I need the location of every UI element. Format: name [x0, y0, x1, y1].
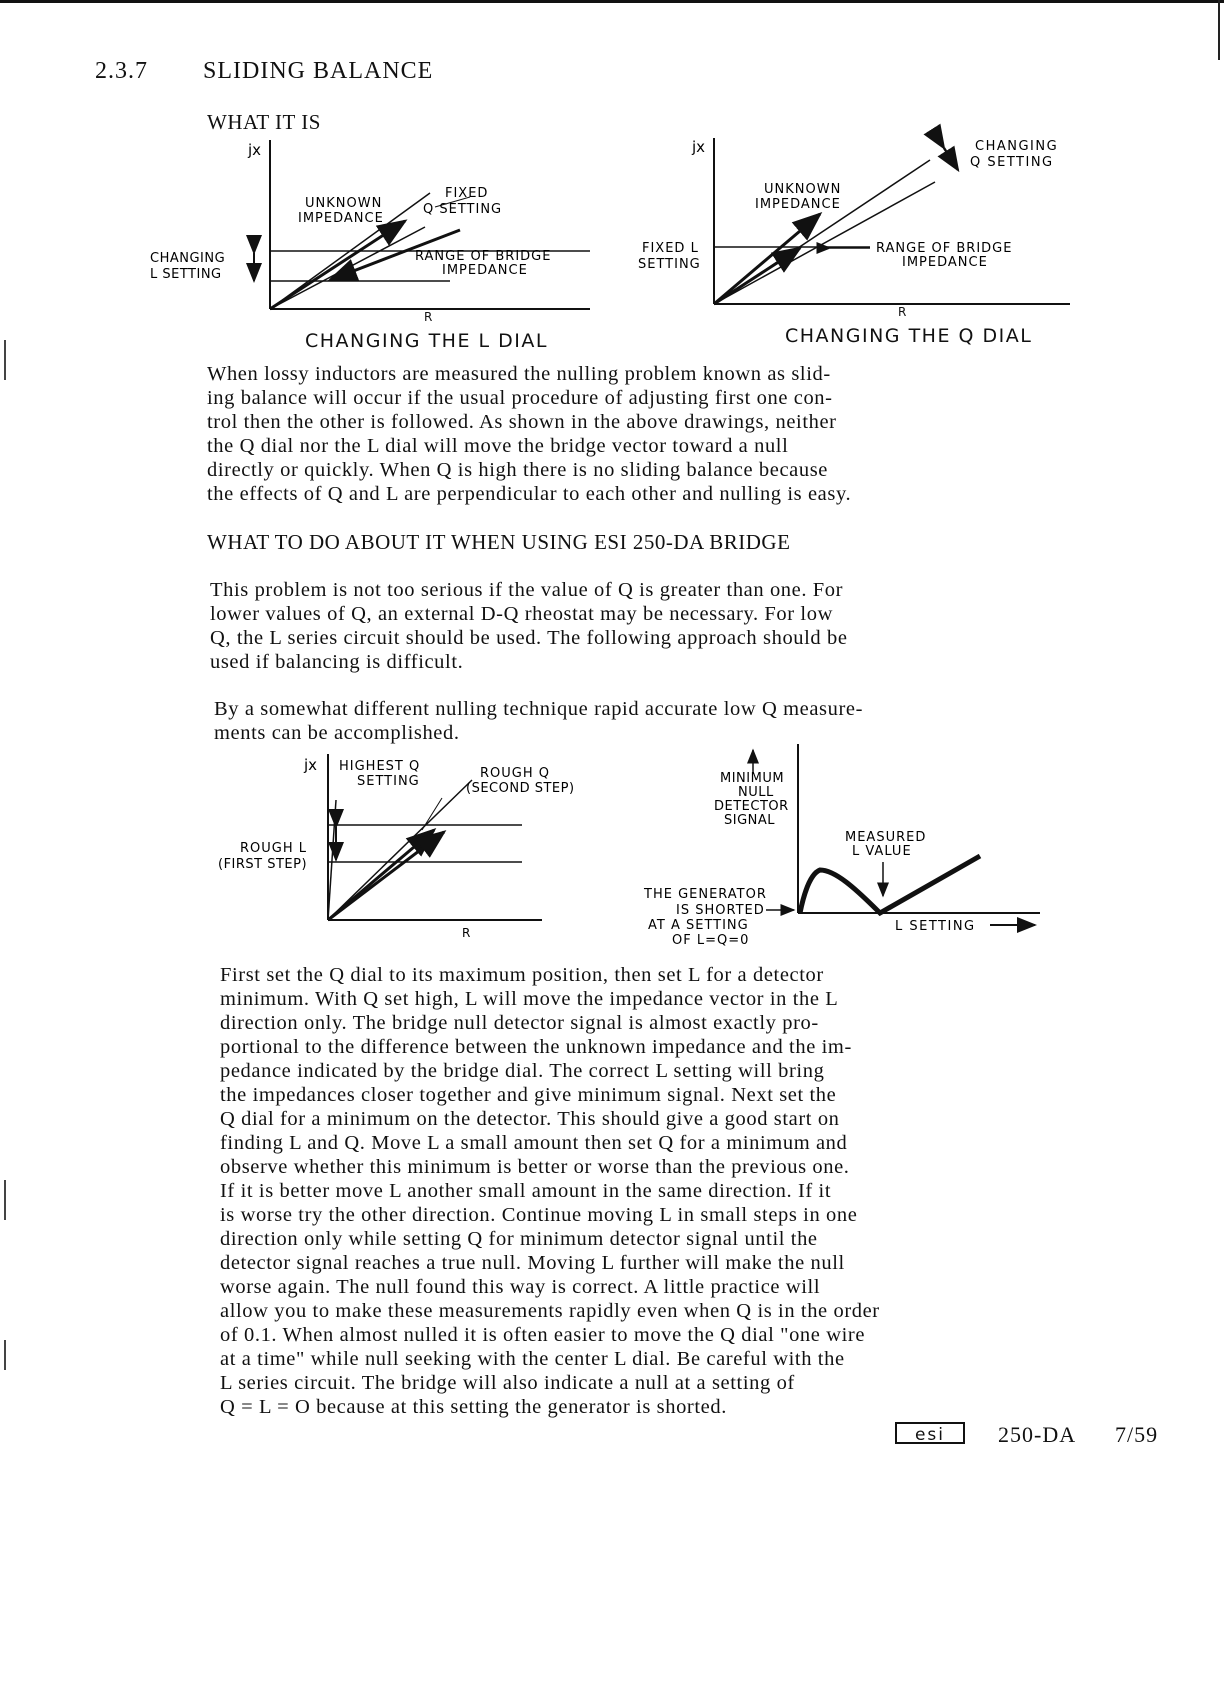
text-line: portional to the difference between the unknown impedance and the im-: [220, 1036, 852, 1058]
text-line: Q dial for a minimum on the detector. This should give a good start on: [220, 1108, 840, 1130]
text-line: allow you to make these measurements rapidly even when Q is in the order: [220, 1300, 880, 1322]
generator-label: THE GENERATOR: [644, 887, 767, 902]
range-bridge-label: RANGE OF BRIDGE: [876, 241, 1013, 256]
text-line: trol then the other is followed. As shown in the above drawings, neither: [207, 411, 837, 433]
left-margin-mark: [4, 1340, 6, 1370]
range-bridge-label: RANGE OF BRIDGE: [415, 249, 552, 264]
text-line: used if balancing is difficult.: [210, 651, 464, 673]
text-line: By a somewhat different nulling technique rapid accurate low Q measure-: [214, 698, 864, 720]
fig2-r-label: R: [898, 305, 907, 319]
right-edge-mark: [1218, 0, 1220, 60]
min-null-label-4: SIGNAL: [724, 813, 776, 828]
text-line: First set the Q dial to its maximum position, then set L for a detector: [220, 964, 824, 986]
subheading-what-to-do: WHAT TO DO ABOUT IT WHEN USING ESI 250-DA BRIDGE: [207, 530, 791, 554]
footer-model: 250-DA: [998, 1422, 1077, 1447]
rough-l-label: ROUGH L: [240, 841, 308, 856]
paragraph-what-to-do: [210, 578, 848, 674]
top-border-line: [0, 0, 1224, 3]
unknown-impedance-vector: [270, 221, 405, 309]
subheading-what-it-is: WHAT IT IS: [207, 110, 321, 134]
measured-l-label: MEASURED: [845, 830, 927, 845]
text-line: pedance indicated by the bridge dial. The correct L setting will bring: [220, 1060, 825, 1082]
text-line: the effects of Q and L are perpendicular to each other and nulling is easy.: [207, 483, 852, 505]
figure-changing-l-dial: [150, 135, 600, 305]
text-line: Q, the L series circuit should be used. The following approach should be: [210, 627, 848, 649]
esi-logo: esi: [895, 1422, 965, 1444]
text-line: directly or quickly. When Q is high there is no sliding balance because: [207, 459, 828, 481]
min-null-label-2: NULL: [738, 785, 774, 800]
section-number: 2.3.7: [95, 58, 148, 84]
text-line: detector signal reaches a true null. Moving L further will make the null: [220, 1252, 845, 1274]
text-line: L series circuit. The bridge will also indicate a null at a setting of: [220, 1372, 795, 1394]
text-line: ing balance will occur if the usual procedure of adjusting first one con-: [207, 387, 833, 409]
jx-label: jx: [304, 756, 318, 774]
generator-label-3: AT A SETTING: [648, 918, 749, 933]
paragraph-sliding-balance: [207, 362, 851, 506]
text-line: This problem is not too serious if the value of Q is greater than one. For: [210, 579, 844, 601]
changing-q-label: CHANGING: [975, 139, 1059, 154]
jx-label: jx: [248, 141, 262, 159]
range-bridge-label-2: IMPEDANCE: [902, 255, 988, 270]
highest-q-label: HIGHEST Q: [339, 759, 421, 774]
l-setting-label: L SETTING: [895, 919, 976, 934]
unknown-impedance-label-2: IMPEDANCE: [298, 211, 384, 226]
unknown-impedance-vector: [714, 214, 820, 304]
min-null-label-3: DETECTOR: [714, 799, 789, 814]
range-bridge-label-2: IMPEDANCE: [442, 263, 528, 278]
left-margin-mark: [4, 1180, 6, 1220]
vector-arrow-lower: [328, 832, 444, 920]
fixed-l-label: FIXED L: [642, 241, 699, 256]
rough-q-label-2: (SECOND STEP): [466, 781, 575, 796]
fixed-q-label-2: Q SETTING: [423, 202, 503, 217]
signal-curve: [800, 856, 980, 913]
changing-q-label-2: Q SETTING: [970, 155, 1054, 170]
fixed-q-label: FIXED: [445, 186, 489, 201]
section-heading: [95, 58, 433, 85]
rough-l-label-2: (FIRST STEP): [218, 857, 308, 872]
fixed-l-label-2: SETTING: [638, 257, 701, 272]
text-line: of 0.1. When almost nulled it is often easier to move the Q dial "one wire: [220, 1324, 866, 1346]
changing-l-label: CHANGING: [150, 251, 226, 266]
text-line: observe whether this minimum is better or worse than the previous one.: [220, 1156, 850, 1178]
unknown-impedance-label: UNKNOWN: [764, 182, 842, 197]
fixed-q-line: [270, 227, 425, 309]
min-null-label: MINIMUM: [720, 771, 785, 786]
changing-l-label-2: L SETTING: [150, 267, 222, 282]
text-line: direction only while setting Q for minimum detector signal until the: [220, 1228, 818, 1250]
footer-date: 7/59: [1115, 1422, 1159, 1447]
text-line: lower values of Q, an external D-Q rheostat may be necessary. For low: [210, 603, 833, 625]
generator-label-2: IS SHORTED: [676, 903, 765, 918]
text-line: finding L and Q. Move L a small amount then set Q for a minimum and: [220, 1132, 848, 1154]
text-line: minimum. With Q set high, L will move the impedance vector in the L: [220, 988, 839, 1010]
text-line: worse again. The null found this way is correct. A little practice will: [220, 1276, 821, 1298]
text-line: direction only. The bridge null detector signal is almost exactly pro-: [220, 1012, 819, 1034]
unknown-impedance-label-2: IMPEDANCE: [755, 197, 841, 212]
rough-q-line: [328, 780, 472, 920]
jx-label: jx: [692, 138, 706, 156]
fig1-caption: CHANGING THE L DIAL: [305, 330, 548, 352]
section-title: SLIDING BALANCE: [203, 58, 434, 84]
changing-q-arrow: [944, 148, 958, 170]
left-margin-mark: [4, 340, 6, 380]
measured-l-label-2: L VALUE: [852, 844, 912, 859]
text-line: If it is better move L another small amount in the same direction. If it: [220, 1180, 832, 1202]
bridge-vector: [714, 248, 800, 304]
paragraph-procedure: [220, 963, 880, 1419]
unknown-impedance-label: UNKNOWN: [305, 196, 383, 211]
figure-rough-steps: [212, 750, 575, 945]
generator-label-4: OF L=Q=0: [672, 933, 750, 948]
fig2-caption: CHANGING THE Q DIAL: [785, 325, 1033, 347]
text-line: the Q dial nor the L dial will move the bridge vector toward a null: [207, 435, 789, 457]
r-label: R: [462, 926, 471, 940]
text-line: ments can be accomplished.: [214, 722, 460, 744]
figure-null-detector-signal: [640, 738, 1080, 953]
rough-q-label: ROUGH Q: [480, 766, 550, 781]
highest-q-line: [328, 800, 336, 920]
text-line: When lossy inductors are measured the nulling problem known as slid-: [207, 363, 831, 385]
fig1-r-label: R: [424, 310, 433, 324]
text-line: is worse try the other direction. Continue moving L in small steps in one: [220, 1204, 858, 1226]
highest-q-label-2: SETTING: [357, 774, 420, 789]
text-line: at a time" while null seeking with the center L dial. Be careful with the: [220, 1348, 845, 1370]
figure-changing-q-dial: [630, 130, 1090, 310]
text-line: the impedances closer together and give minimum signal. Next set the: [220, 1084, 837, 1106]
text-line: Q = L = O because at this setting the generator is shorted.: [220, 1396, 727, 1418]
